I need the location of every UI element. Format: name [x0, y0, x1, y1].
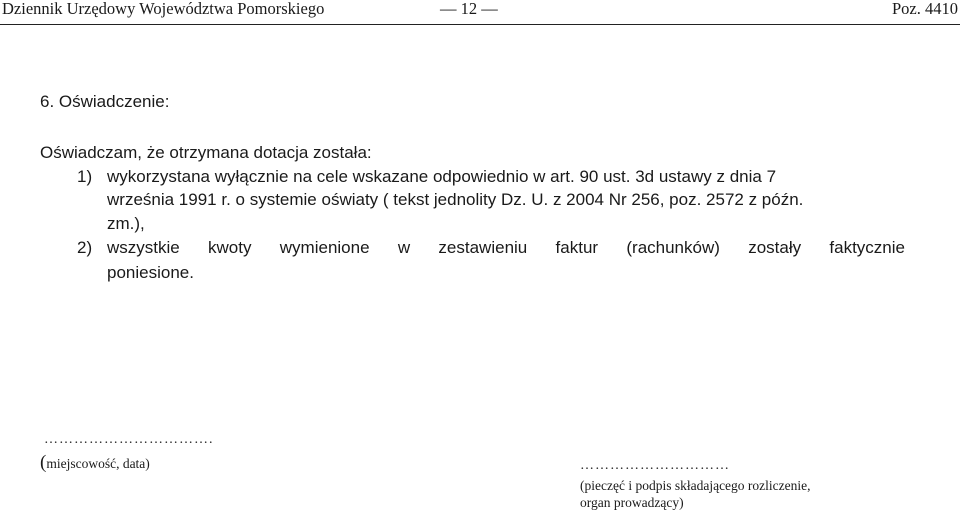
place-date-open-paren: ( — [40, 452, 47, 473]
place-date-label — [40, 452, 150, 473]
item-2-number: 2) — [77, 238, 93, 257]
item-1-line-1: wykorzystana wyłącznie na cele wskazane odpowiednio w art. 90 ust. 3d ustawy z dnia 7 — [107, 167, 777, 186]
item-1-line-2: września 1991 r. o systemie oświaty ( tekst jednolity Dz. U. z 2004 Nr 256, poz. 2572 z późn. — [107, 190, 804, 209]
statement-intro: Oświadczam, że otrzymana dotacja została: — [40, 143, 372, 162]
page-header — [0, 0, 960, 25]
place-date-label-text: miejscowość, data) — [46, 456, 150, 471]
signature-label-line-1: (pieczęć i podpis składającego rozliczenie, — [580, 478, 811, 493]
signature-label-line-2: organ prowadzący) — [580, 495, 684, 510]
journal-title: Dziennik Urzędowy Województwa Pomorskiego — [2, 0, 325, 18]
page-number: — 12 — — [440, 0, 498, 18]
position-number: Poz. 4410 — [892, 0, 958, 18]
item-1-number: 1) — [77, 167, 93, 186]
item-1-line-3: zm.), — [107, 214, 145, 233]
item-2-line-2: poniesione. — [107, 263, 194, 282]
item-2-line-1: wszystkie kwoty wymienione w zestawieniu faktur (rachunków) zostały faktycznie — [107, 238, 905, 257]
signature-dotted-line: ………………………… — [580, 458, 730, 473]
section-heading: 6. Oświadczenie: — [40, 92, 170, 111]
place-date-dotted-line: ……………………………. — [44, 432, 214, 447]
